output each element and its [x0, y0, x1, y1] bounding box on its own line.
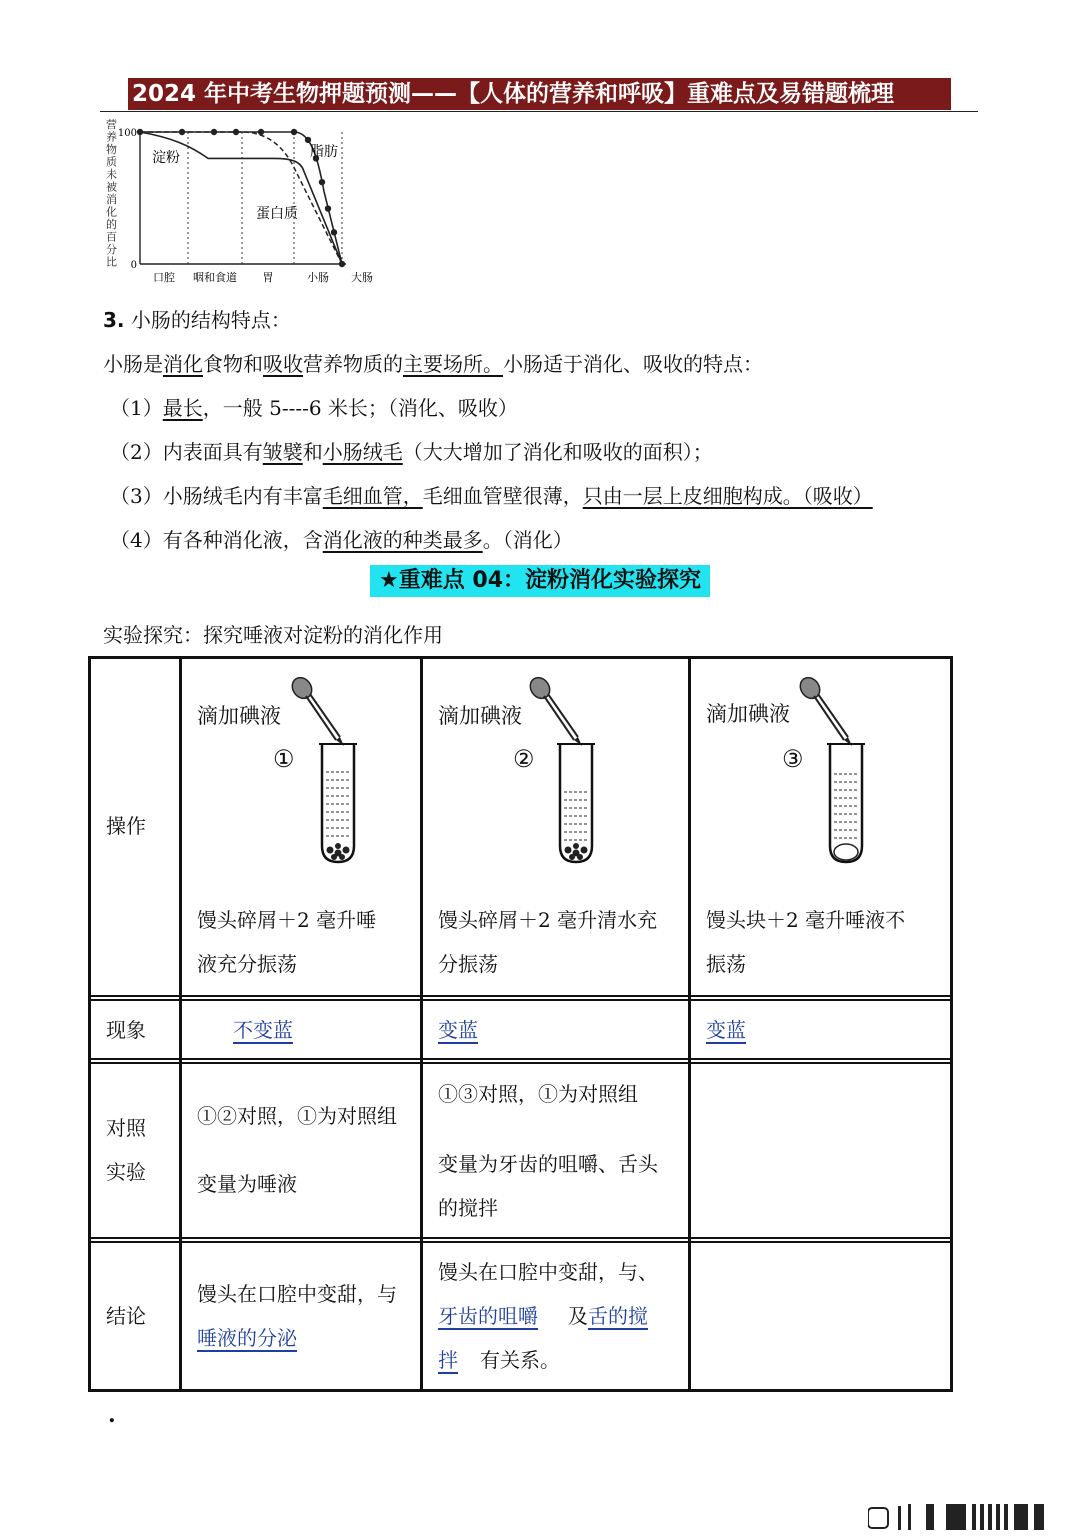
control-1-line1: ①②对照，①为对照组	[197, 1104, 397, 1128]
table-row-divider	[88, 1237, 953, 1239]
digestion-chart	[96, 118, 396, 288]
watermark-logo	[868, 1500, 1058, 1536]
table-border-right	[950, 656, 953, 1392]
control-1-line2: 变量为唾液	[197, 1172, 297, 1196]
chart-point-fat	[331, 229, 337, 235]
table-border-left	[88, 656, 91, 1392]
table-border-bottom	[88, 1389, 953, 1392]
section-heading-04: ★重难点 04：淀粉消化实验探究	[370, 565, 710, 597]
section3-item-4: （4）有各种消化液，含消化液的种类最多。（消化）	[110, 528, 573, 552]
tube-number: ①	[273, 745, 295, 773]
chart-xtick-label: 口腔	[153, 271, 175, 284]
tube-1-desc-line2: 液充分振荡	[197, 952, 297, 976]
section3-item-3: （3）小肠绒毛内有丰富毛细血管，毛细血管壁很薄，只由一层上皮细胞构成。（吸收）	[110, 484, 873, 508]
header-rule	[100, 111, 978, 112]
conclusion-2-line1: 馒头在口腔中变甜，与、	[438, 1260, 658, 1284]
chart-xtick-label: 大肠	[351, 271, 373, 284]
tube-3-desc-line1: 馒头块＋2 毫升唾液不	[706, 908, 906, 932]
table-border-top	[88, 656, 953, 659]
section3-item-2: （2）内表面具有皱襞和小肠绒毛（大大增加了消化和吸收的面积）；	[110, 440, 713, 464]
section3-intro: 小肠是消化食物和吸收营养物质的主要场所。小肠适于消化、吸收的特点：	[103, 352, 763, 376]
drop-iodine-label: 滴加碘液	[438, 704, 522, 728]
footer-dot: .	[108, 1402, 116, 1428]
section3-item-1: （1）最长，一般 5----6 米长；（消化、吸收）	[110, 396, 518, 420]
chart-point-fat	[291, 129, 297, 135]
test-tube-1-icon	[290, 674, 370, 873]
chart-point-fat	[339, 261, 345, 267]
chart-series-label: 淀粉	[152, 150, 180, 166]
control-2-line3: 的搅拌	[438, 1196, 498, 1220]
table-row-divider	[88, 1062, 953, 1064]
row-label-control: 对照	[106, 1116, 146, 1140]
table-col-divider	[420, 656, 423, 1392]
phenomenon-1-answer: 不变蓝	[233, 1018, 293, 1042]
chart-ytick-label: 0	[130, 260, 137, 271]
conclusion-2-line3: 拌 有关系。	[438, 1348, 560, 1372]
control-2-line2: 变量为牙齿的咀嚼、舌头	[438, 1152, 658, 1176]
page-header-title: 2024 年中考生物押题预测——【人体的营养和呼吸】重难点及易错题梳理	[128, 78, 951, 110]
table-col-divider	[179, 656, 182, 1392]
row-label-operation: 操作	[106, 814, 146, 838]
chart-point-fat	[305, 137, 311, 143]
table-row-divider	[88, 1241, 953, 1243]
conclusion-1-line1: 馒头在口腔中变甜，与	[197, 1282, 397, 1306]
phenomenon-3-answer: 变蓝	[706, 1018, 746, 1042]
tube-number: ②	[513, 745, 535, 773]
chart-xtick-label: 咽和食道	[193, 271, 237, 284]
conclusion-2-line2: 牙齿的咀嚼 及舌的搅	[438, 1304, 648, 1328]
conclusion-1-line2: 唾液的分泌	[197, 1326, 297, 1350]
control-2-line1: ①③对照，①为对照组	[438, 1082, 638, 1106]
chart-point-fat	[137, 129, 143, 135]
row-label-phenomenon: 现象	[106, 1018, 146, 1042]
table-row-divider	[88, 995, 953, 997]
test-tube-2-icon	[528, 674, 608, 873]
row-label-conclusion: 结论	[106, 1304, 146, 1328]
phenomenon-2-answer: 变蓝	[438, 1018, 478, 1042]
tube-3-desc-line2: 振荡	[706, 952, 746, 976]
chart-point-fat	[233, 129, 239, 135]
drop-iodine-label: 滴加碘液	[706, 702, 790, 726]
table-col-divider	[688, 656, 691, 1392]
experiment-intro: 实验探究：探究唾液对淀粉的消化作用	[103, 623, 443, 647]
test-tube-3-icon	[798, 674, 878, 873]
chart-point-fat	[319, 179, 325, 185]
digestion-chart-svg	[96, 118, 396, 288]
table-row-divider	[88, 1058, 953, 1060]
chart-xtick-label: 胃	[262, 271, 274, 284]
section3-title	[103, 306, 291, 334]
chart-point-fat	[325, 205, 331, 211]
chart-ylabel: 营养物质未被消化的百分比	[106, 118, 117, 269]
chart-point-fat	[211, 129, 217, 135]
chart-point-fat	[258, 129, 264, 135]
tube-2-desc-line1: 馒头碎屑＋2 毫升清水充	[438, 908, 658, 932]
tube-1-desc-line1: 馒头碎屑＋2 毫升唾	[197, 908, 377, 932]
chart-point-fat	[179, 129, 185, 135]
section3-number: 3.	[103, 308, 125, 332]
section3-title-text: 小肠的结构特点：	[124, 308, 291, 332]
table-row-divider	[88, 999, 953, 1001]
tube-2-desc-line2: 分振荡	[438, 952, 498, 976]
chart-series-label: 蛋白质	[256, 206, 298, 222]
chart-xtick-label: 小肠	[307, 271, 329, 284]
row-label-control-2: 实验	[106, 1160, 146, 1184]
chart-ytick-label: 100	[117, 128, 137, 139]
chart-series-label: 脂肪	[310, 144, 338, 160]
drop-iodine-label: 滴加碘液	[197, 704, 281, 728]
tube-number: ③	[782, 745, 804, 773]
